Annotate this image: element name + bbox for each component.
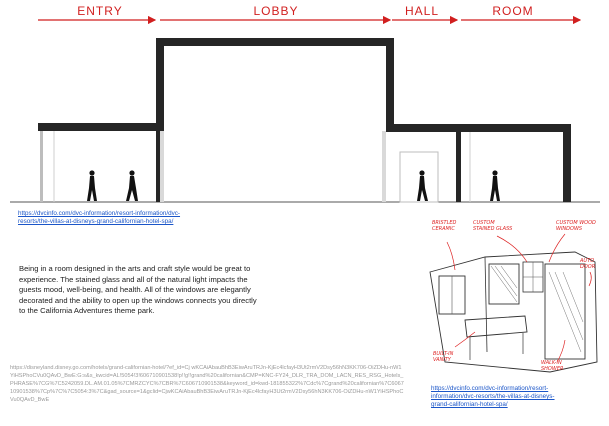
callout-arrow-windows [549,234,565,262]
entry-roof [38,123,158,131]
callout-arrow-vanity [455,332,475,347]
zone-label-hall: HALL [404,4,440,18]
callout-label-ceramic: BRISTLED CERAMIC [432,220,457,232]
zone-label-room: ROOM [492,4,534,18]
sketch-vanity [465,316,527,337]
description-paragraph [19,264,319,317]
description-line-5: to the California Adventures theme park. [19,306,155,315]
description-line-1: Being in a room designed in the arts and craft style would be great to [19,264,251,273]
description-line-2: experience. The stained glass and all of the natural light impacts the [19,274,248,284]
lobby-roof [156,38,394,46]
callout-arrow-door [589,272,591,286]
sketch-source-link-line3[interactable]: grand-californian-hotel-spa/ [431,401,508,408]
hall-room-roof [386,124,571,132]
person-figure-entry-1 [87,170,97,201]
zone-label-lobby: LOBBY [253,4,299,18]
person-figure-room [490,170,500,201]
callout-label-stained-glass: CUSTOM STAINED GLASS [473,220,513,232]
callout-label-windows: CUSTOM WOOD WINDOWS [556,220,596,232]
sketch-source-link-line2[interactable]: information/dvc-resorts/the-villas-at-disneys- [431,393,555,400]
callout-label-door: AUTO DOOR [580,258,596,270]
lobby-right-wall [386,38,394,132]
person-figure-hall [417,170,428,201]
callout-label-vanity: BUILT-IN VANITY [433,351,454,363]
section-source-link-line1[interactable]: https://dvcinfo.com/dvc-information/resort-information/dvc- [18,210,181,217]
building-section [0,30,609,210]
description-line-4: decorated and the ability to open up the windows connects you directly [19,295,257,305]
callout-arrow-stained-glass [497,236,527,262]
room-right-wall [563,124,571,202]
sketch-source-link-line1[interactable]: https://dvcinfo.com/dvc-information/resort- [431,385,549,392]
disneyland-url-text: https://disneyland.disney.go.com/hotels/grand-californian-hotel/?ef_id=Cj wKCAiAbauBhB3EiwAruTRJn-KjEc4lcfayH3Ut2rmV2Dsy56hN3KK706-OiZDHu-nW1YiHSPhoCVu0QAvD_BwE:G:s&s_kwcid=AL!5054!3!606710901538!p!!g!!grand%20californian&CMP=KNC-FY24_DLR_TRA_DOM_LACN_RES_RSG_Hotels_PHRASE%7CG%7C5242059.DL.AM.01.05%7CMRZCYC%7CBR%7C606710901538&keyword_id=kwd-181855322%7Cdc%7Cgrand%20californian%7C606710901538%7Cp%7C%7C5054:3%7C&gad_source=1&gclid=CjwKCAiAbauBhB3EiwAruTRJn-KjEc4lcfayH3Ut2rmV2Dsy56hN3KK706-OiZDHu-nW1YiHSPhoCVu0QAvD_BwE [10,365,404,403]
hall-room-partition [456,132,461,202]
callout-label-shower: WALK-IN SHOWER [541,360,564,372]
section-source-link[interactable] [18,210,318,226]
lobby-column [160,131,164,202]
sketch-source-link[interactable] [431,385,606,409]
lobby-right-column [382,131,386,202]
person-figure-entry-2 [126,170,138,201]
section-source-link-line2[interactable]: resorts/the-villas-at-disneys-grand-californian-hotel-spa/ [18,218,174,225]
sketch-back-corner [485,257,487,352]
entry-left-wall [40,131,43,202]
zone-arrows [0,0,609,30]
description-line-3: guests mood, well-being, and health. All of the windows are elegantly [19,285,251,294]
zone-label-entry: ENTRY [77,4,123,18]
